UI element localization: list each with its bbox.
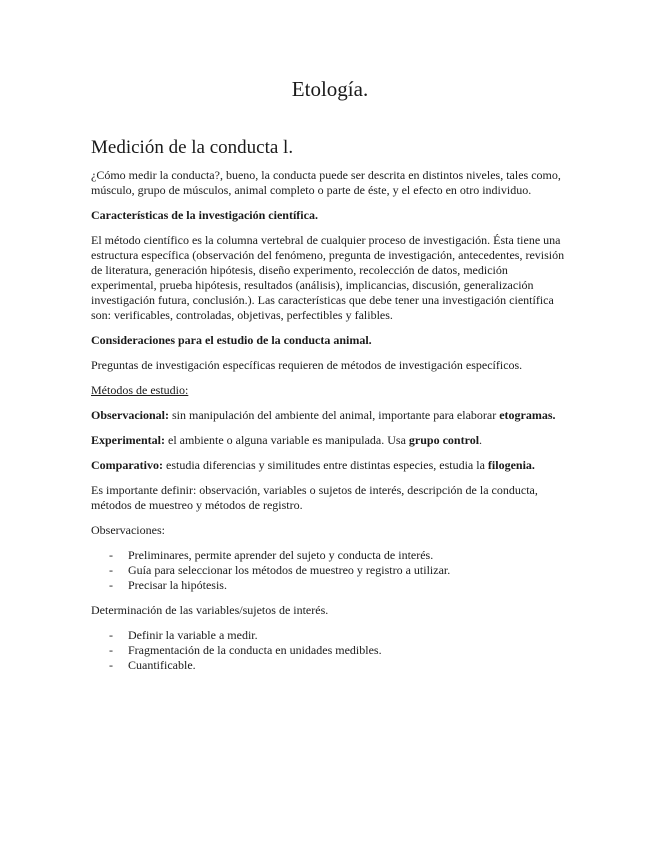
section-title: Medición de la conducta l. (91, 137, 294, 158)
document-title: Etología. (291, 77, 369, 101)
list-item (91, 658, 569, 673)
variables-heading: Determinación de las variables/sujetos de interés. (91, 603, 329, 617)
comparative-method (91, 458, 569, 473)
important-paragraph: Es importante definir: observación, variables o sujetos de interés, descripción de la conducta, métodos de muestreo y métodos de registro. (91, 483, 538, 512)
observational-text: sin manipulación del ambiente del animal, importante para elaborar (169, 408, 500, 422)
comparative-text: estudia diferencias y similitudes entre distintas especies, estudia la (163, 458, 488, 472)
list-item-text: Cuantificable. (128, 658, 196, 672)
dash-marker: - (109, 548, 113, 562)
list-item-text: Precisar la hipótesis. (128, 578, 227, 592)
list-item (91, 628, 569, 643)
experimental-text: el ambiente o alguna variable es manipulada. Usa (165, 433, 409, 447)
comparative-bold-end: filogenia. (487, 458, 535, 472)
experimental-label: Experimental: (91, 433, 165, 447)
characteristics-heading: Características de la investigación científica. (91, 208, 318, 222)
considerations-heading: Consideraciones para el estudio de la conducta animal. (91, 333, 372, 347)
dash-marker: - (109, 563, 113, 577)
list-item (91, 563, 569, 578)
dash-marker: - (109, 578, 113, 592)
characteristics-paragraph: El método científico es la columna vertebral de cualquier proceso de investigación. Ésta tiene una estructura específica (observación del fenómeno, pregunta de investigación, antecedentes, revisión de literatura, generación hipótesis, diseño experimento, recolección de datos, medición experimental, prueba hipótesis, resultados (análisis), implicancias, discusión, generalización investigación futura, conclusión.). Las características que debe tener una investigación científica son: verificables, controladas, objetivas, perfectibles y falibles. (91, 233, 565, 322)
observations-heading: Observaciones: (91, 523, 165, 537)
observational-bold-end: etogramas. (499, 408, 556, 422)
document-page (91, 76, 569, 683)
observational-method (91, 408, 569, 423)
list-item-text: Guía para seleccionar los métodos de muestreo y registro a utilizar. (128, 563, 451, 577)
observations-list (91, 548, 569, 593)
dash-marker: - (109, 628, 113, 642)
list-item-text: Fragmentación de la conducta en unidades medibles. (128, 643, 382, 657)
list-item (91, 578, 569, 593)
list-item-text: Preliminares, permite aprender del sujeto y conducta de interés. (128, 548, 434, 562)
considerations-paragraph: Preguntas de investigación específicas requieren de métodos de investigación específicos. (91, 358, 523, 372)
methods-heading-text: Métodos de estudio: (91, 383, 189, 397)
experimental-tail: . (479, 433, 483, 447)
observational-label: Observacional: (91, 408, 169, 422)
experimental-bold-end: grupo control (408, 433, 480, 447)
dash-marker: - (109, 643, 113, 657)
list-item (91, 548, 569, 563)
dash-marker: - (109, 658, 113, 672)
intro-paragraph: ¿Cómo medir la conducta?, bueno, la conducta puede ser descrita en distintos niveles, tales como, músculo, grupo de músculos, animal completo o parte de éste, y el efecto en otro individuo. (91, 168, 561, 197)
list-item-text: Definir la variable a medir. (128, 628, 258, 642)
experimental-method (91, 433, 569, 448)
variables-list (91, 628, 569, 673)
list-item (91, 643, 569, 658)
methods-heading (91, 383, 569, 398)
comparative-label: Comparativo: (91, 458, 163, 472)
